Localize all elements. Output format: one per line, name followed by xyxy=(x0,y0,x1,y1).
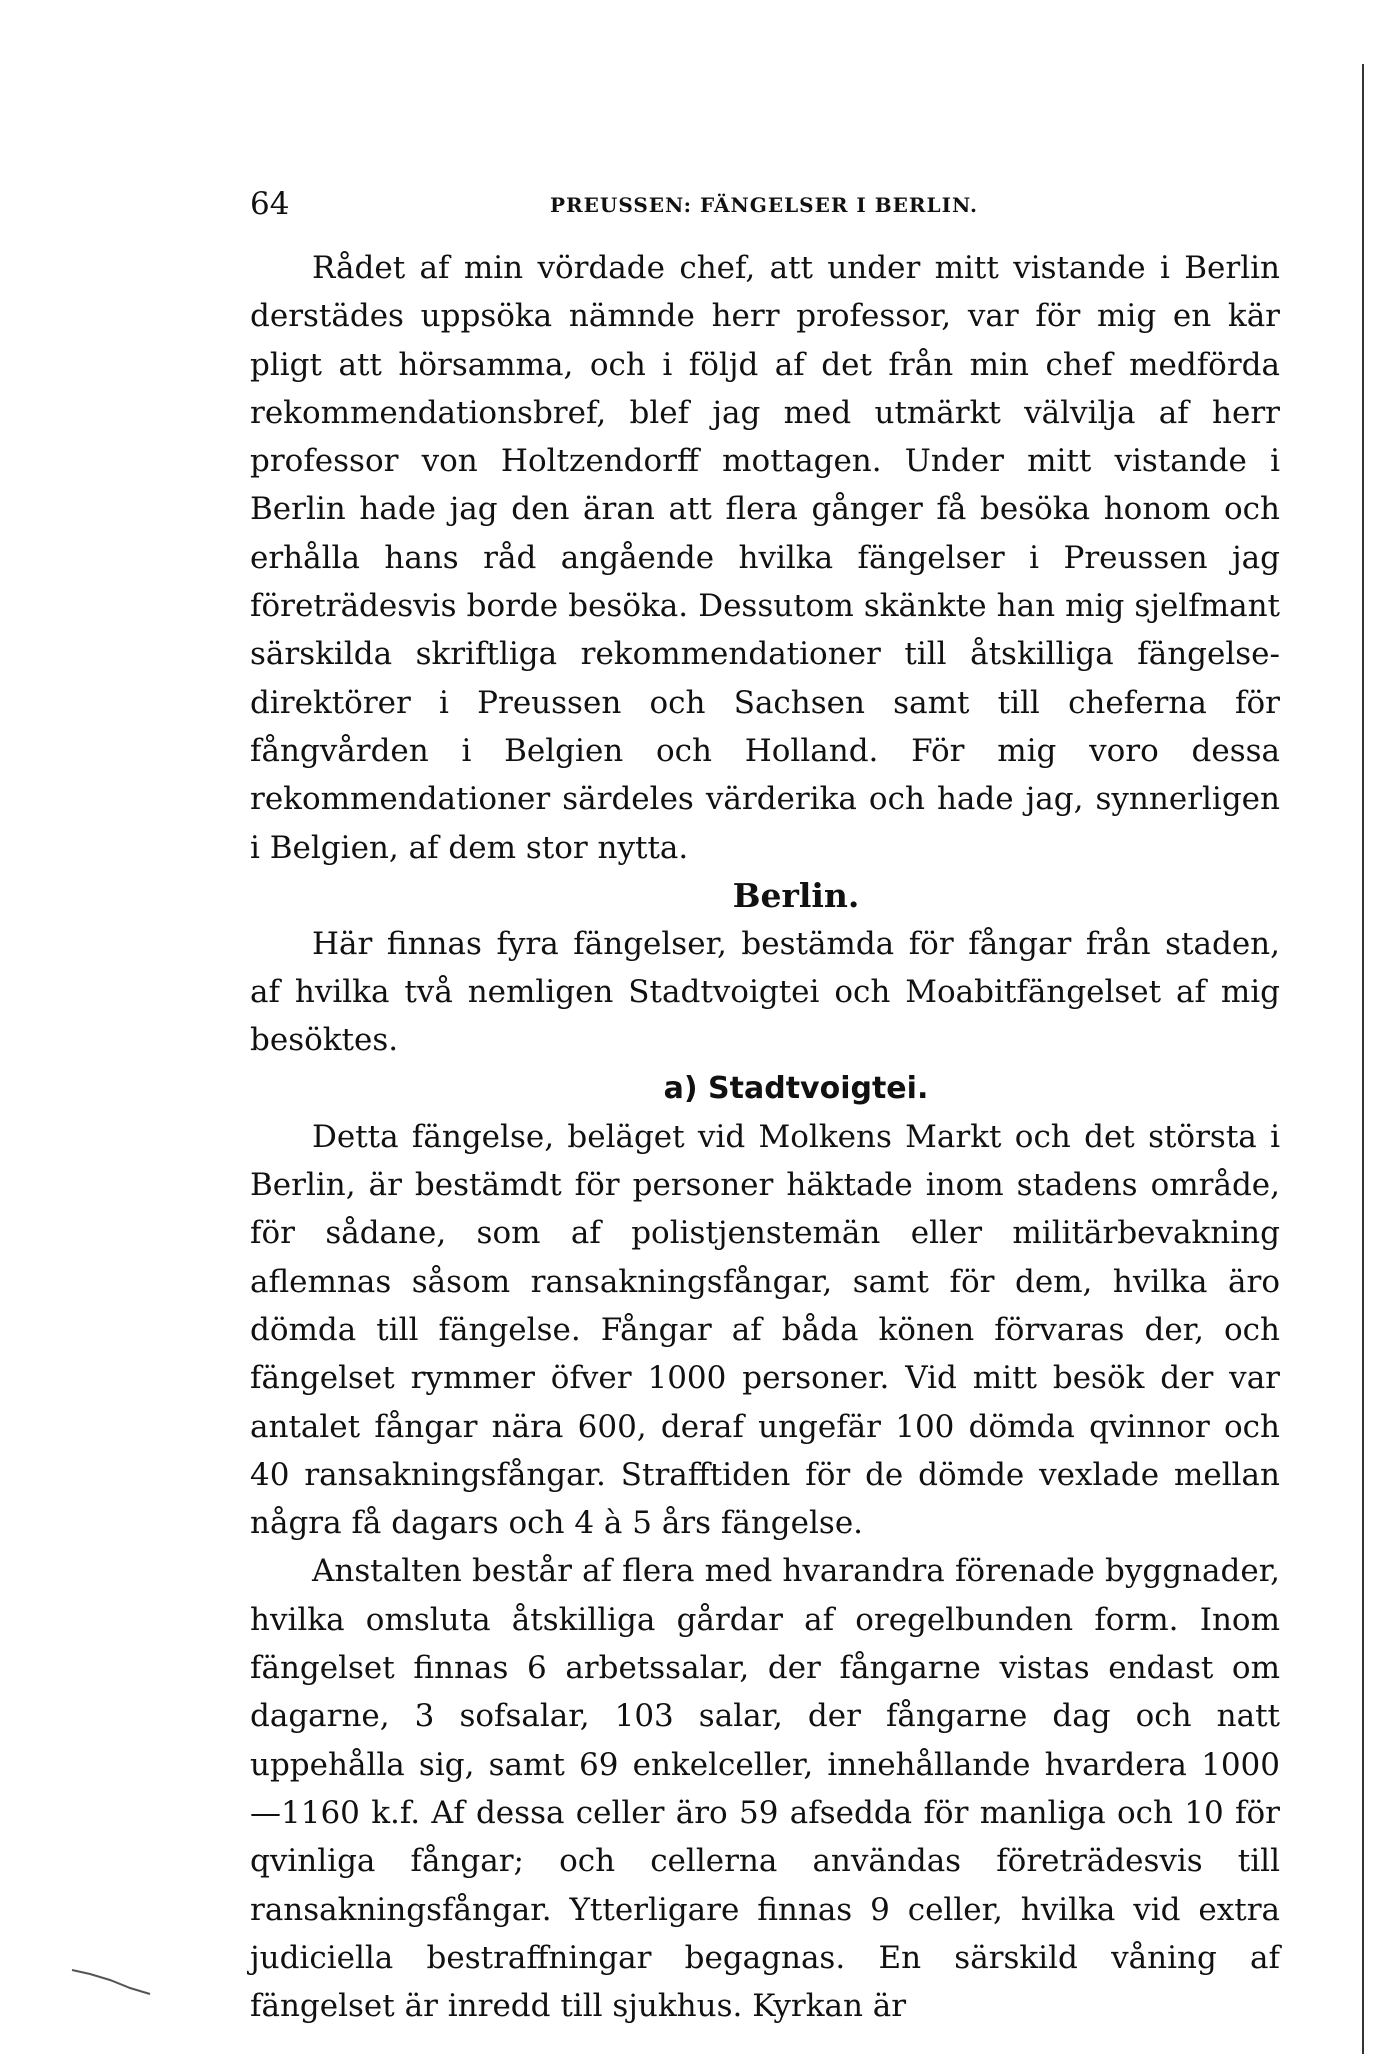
running-head: PREUSSEN: FÄNGELSER I BERLIN. xyxy=(550,193,978,217)
subsection-heading-stadtvoigtei: a) Stadtvoigtei. xyxy=(663,1070,929,1106)
body-text xyxy=(250,244,1280,2030)
page-number: 64 xyxy=(250,186,290,222)
paragraph-3: Detta fängelse, beläget vid Molkens Markt och det största i Berlin, är bestämdt för personer häktade inom stadens område, för sådane, som af polistjenstemän eller militärbevakning aflemnas såsom ransakningsfångar, samt för dem, hvilka äro dömda till fängelse. Fångar af båda könen förvaras der, och fängelset rymmer öfver 1000 personer. Vid mitt besök der var antalet fångar nära 600, deraf ungefär 100 dömda qvinnor och 40 ransakningsfångar. Strafftiden för de dömde vexlade mellan några få dagars och 4 à 5 års fängelse. xyxy=(250,1118,1280,1542)
paragraph-2: Här finnas fyra fängelser, bestämda för fångar från staden, af hvilka två nemligen Stadtvoigtei och Moabitfängelset af mig besöktes. xyxy=(250,925,1280,1059)
paragraph-1: Rådet af min vördade chef, att under mitt vistande i Berlin derstädes uppsöka nämnde herr professor, var för mig en kär pligt att hörsamma, och i följd af det från min chef medförda rekommendationsbref, blef jag med utmärkt välvilja af herr professor von Holtzendorff mottagen. Under mitt vistande i Berlin hade jag den äran att flera gånger få besöka honom och erhålla hans råd angående hvilka fängelser i Preussen jag företrädesvis borde besöka. Dessutom skänkte han mig sjelfmant särskilda skriftliga rekommendationer till åtskilliga fängelse-direktörer i Preussen och Sachsen samt till cheferna för fångvården i Belgien och Holland. För mig voro dessa rekommendationer särdeles värderika och hade jag, synnerligen i Belgien, af dem stor nytta. xyxy=(250,250,1280,866)
section-heading-berlin: Berlin. xyxy=(732,875,860,915)
margin-mark xyxy=(70,1966,160,1996)
paragraph-4: Anstalten består af flera med hvarandra förenade byggnader, hvilka omsluta åtskilliga gårdar af oregelbunden form. Inom fängelset finnas 6 arbetssalar, der fångarne vistas endast om dagarne, 3 sofsalar, 103 salar, der fångarne dag och natt uppehålla sig, samt 69 enkelceller, innehållande hvardera 1000—1160 k.f. Af dessa celler äro 59 afsedda för manliga och 10 för qvinliga fångar; och cellerna användas företrädesvis till ransakningsfångar. Ytterligare finnas 9 celler, hvilka vid extra judiciella bestraffningar begagnas. En särskild våning af fängelset är inredd till sjukhus. Kyrkan är xyxy=(250,1553,1280,2025)
page-edge-rule xyxy=(1362,64,1364,2054)
page-header xyxy=(250,184,1280,224)
